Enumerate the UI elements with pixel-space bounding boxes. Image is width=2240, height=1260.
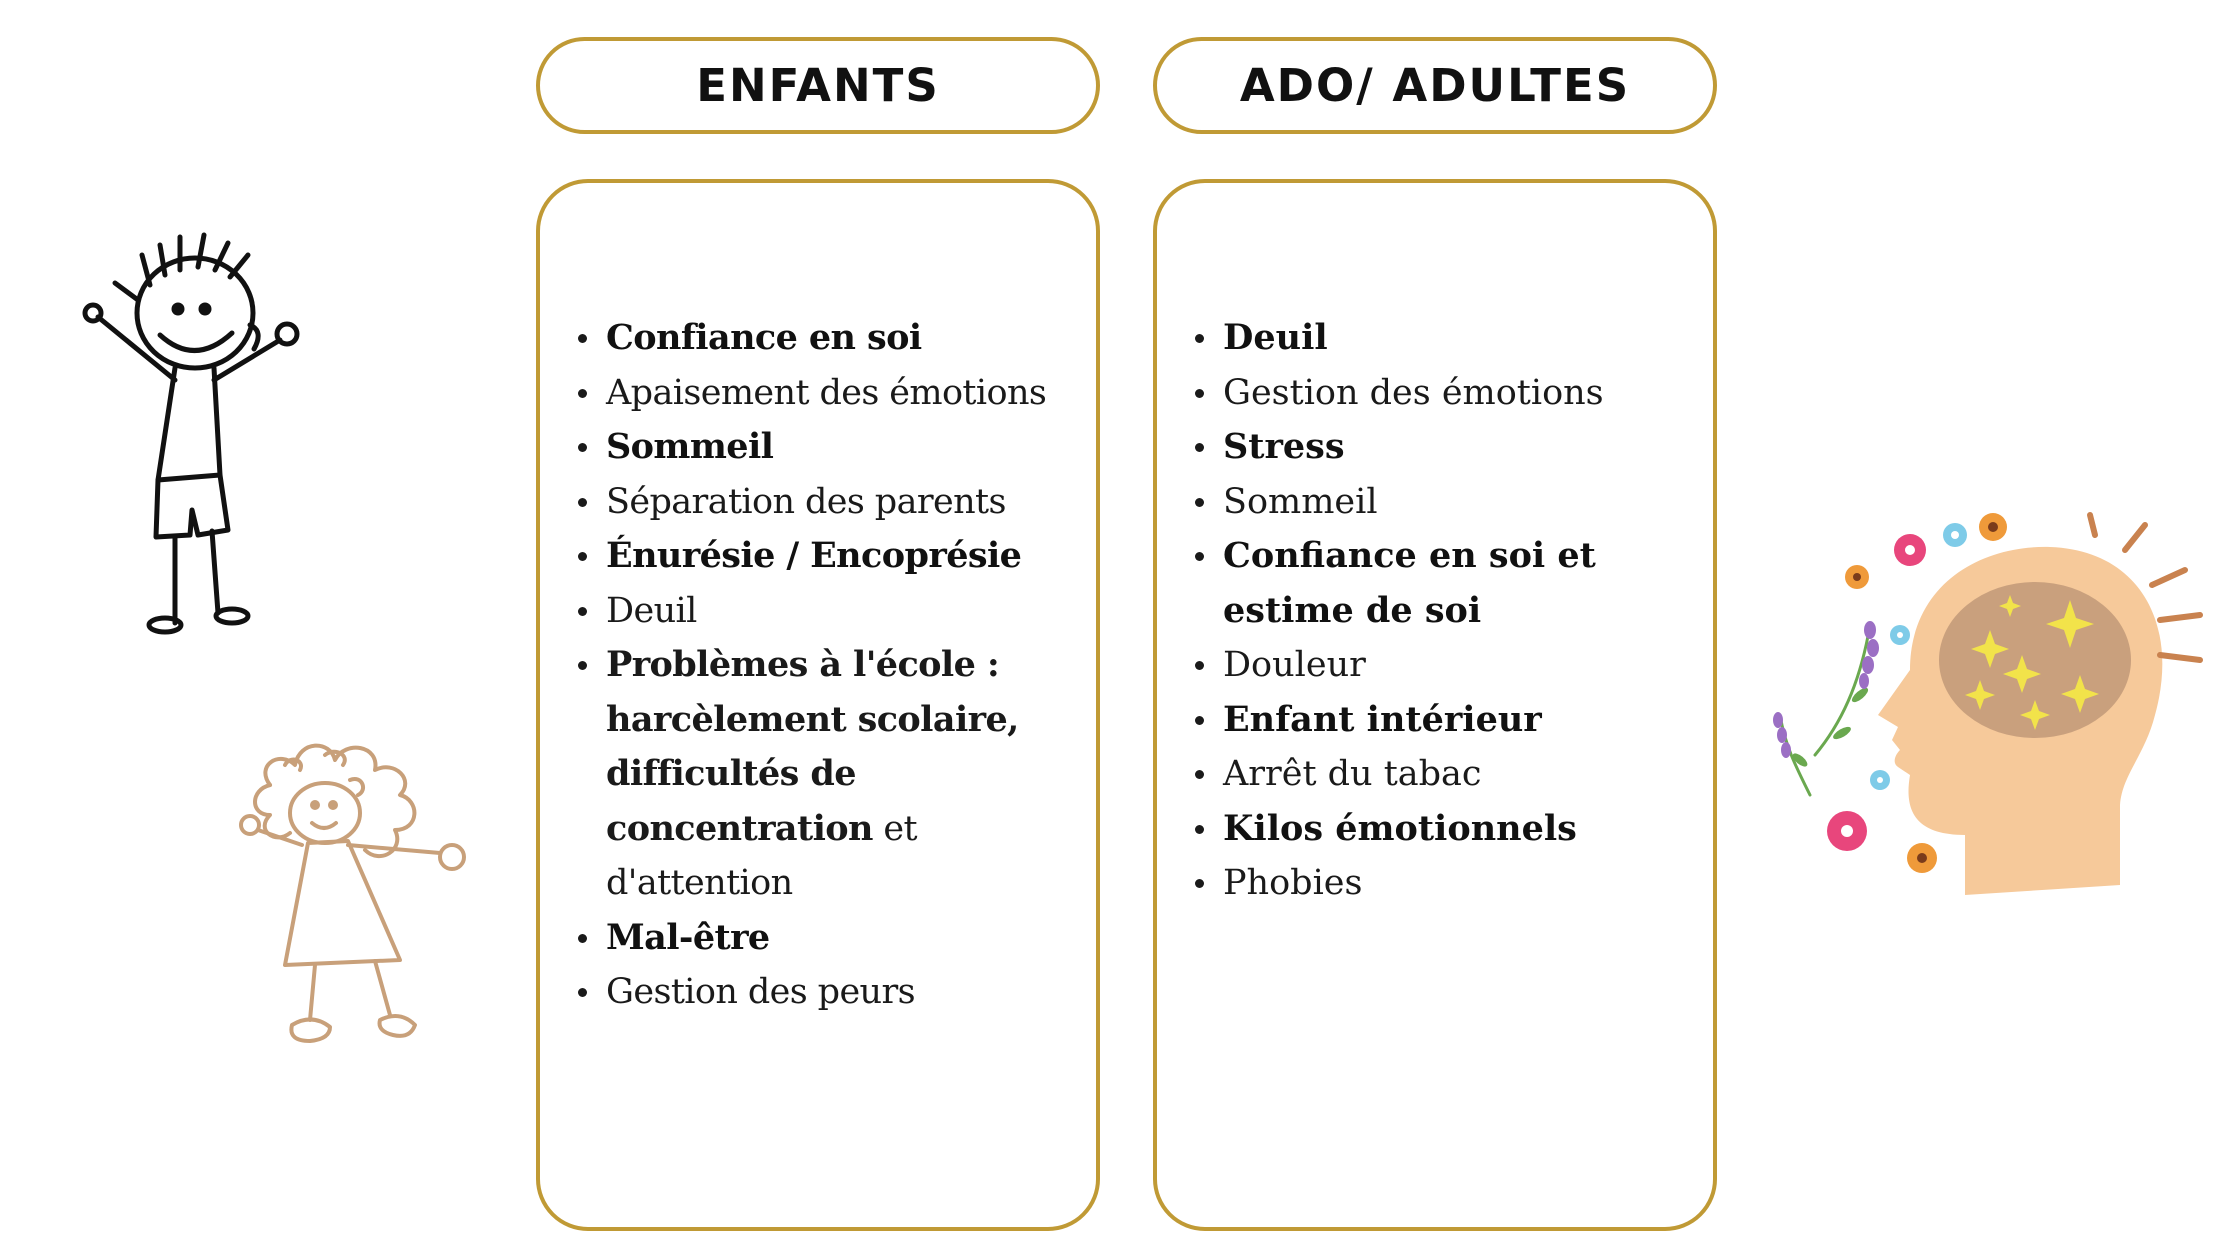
list-item-text: Arrêt du tabac	[1223, 754, 1482, 794]
list-ado-adultes	[1195, 311, 1703, 911]
list-item-text: Deuil	[1223, 317, 1328, 358]
list-item-text: Sommeil	[1223, 481, 1378, 522]
list-item	[578, 529, 1086, 584]
list-item-text: Gestion des émotions	[1223, 372, 1604, 413]
list-item-text: Mal-être	[606, 916, 770, 958]
list-item-text: Énurésie / Encoprésie	[606, 535, 1022, 576]
list-item	[578, 911, 1086, 966]
list-item	[578, 638, 1086, 911]
panel-ado-adultes	[1153, 179, 1717, 1231]
panel-enfants	[536, 179, 1100, 1231]
list-item	[1195, 856, 1703, 911]
list-item-text: Enfant intérieur	[1223, 698, 1542, 740]
list-item	[578, 311, 1086, 366]
list-item-text: Problèmes à l'école : harcèlement scolaire, difficultés de concentration	[606, 644, 1019, 849]
list-item	[1195, 747, 1703, 802]
list-item-text: Douleur	[1223, 645, 1366, 685]
list-item	[1195, 475, 1703, 530]
list-item	[1195, 529, 1703, 638]
list-item	[578, 420, 1086, 475]
list-item	[578, 475, 1086, 530]
list-item	[578, 366, 1086, 421]
list-item	[578, 965, 1086, 1020]
list-item-text: Kilos émotionnels	[1223, 807, 1577, 849]
stick-figure-boy-icon	[80, 225, 320, 635]
header-ado-adultes-label: ADO/ ADULTES	[1239, 59, 1631, 112]
list-item-text: Stress	[1223, 426, 1345, 467]
header-enfants	[536, 37, 1100, 134]
list-item-text: Phobies	[1223, 863, 1363, 903]
list-item-text: Séparation des parents	[606, 481, 1006, 522]
list-enfants	[578, 311, 1086, 1020]
list-item	[1195, 802, 1703, 857]
header-enfants-label: ENFANTS	[696, 59, 940, 112]
list-item	[1195, 420, 1703, 475]
list-item-text: Confiance en soi	[606, 317, 922, 358]
list-item	[1195, 638, 1703, 693]
list-item-text: Apaisement des émotions	[606, 372, 1047, 413]
list-item-text: Sommeil	[606, 426, 774, 467]
list-item	[1195, 366, 1703, 421]
list-item	[578, 584, 1086, 639]
list-item	[1195, 693, 1703, 748]
header-ado-adultes	[1153, 37, 1717, 134]
list-item-text: Confiance en soi et estime de soi	[1223, 535, 1596, 631]
head-profile-flowers-icon	[1760, 505, 2230, 905]
list-item-text: Gestion des peurs	[606, 972, 915, 1012]
list-item	[1195, 311, 1703, 366]
stick-figure-girl-icon	[230, 735, 490, 1055]
list-item-suffix: et d'attention	[606, 808, 917, 903]
list-item-text: Deuil	[606, 590, 697, 631]
